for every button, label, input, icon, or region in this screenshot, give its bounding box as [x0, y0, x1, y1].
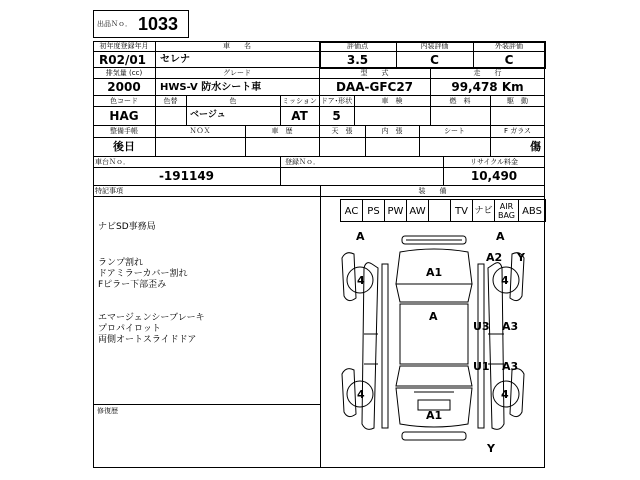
damage-mark-right-mirror: Y	[517, 251, 525, 264]
rear-window-outline	[396, 366, 472, 386]
front-glass-label: F ガラス	[503, 127, 532, 135]
model-code-label: 型 式	[360, 69, 389, 77]
nox-label: ＮＯＸ	[189, 127, 211, 135]
notes-list	[98, 222, 318, 346]
damage-mark-right-front-door-scratch: A3	[502, 320, 519, 333]
car-name-label: 車 名	[223, 42, 251, 50]
recycle-fee-value: 10,490	[470, 169, 518, 183]
note-line	[98, 291, 318, 313]
damage-mark-right-rear-door-dent: U1	[473, 360, 490, 373]
note-line: エマージェンシーブレーキ	[98, 313, 205, 323]
equipment-ps: PS	[363, 200, 385, 221]
fuel-label: 燃 料	[449, 97, 471, 105]
equipment-pw: PW	[385, 200, 407, 221]
score-label: 評価点	[347, 42, 368, 50]
registration-label: 登録Ｎｏ．	[285, 158, 320, 166]
inspection-label: 車 検	[381, 97, 403, 105]
color-change-label: 色替	[163, 97, 178, 105]
damage-mark-front-right-fender: A2	[486, 251, 503, 264]
exterior-grade-label: 外装評価	[495, 42, 523, 50]
doors-label: ドア･形状	[320, 97, 353, 105]
grade-label: グレード	[223, 69, 251, 77]
interior-grade-value: C	[430, 53, 439, 67]
tire-rear-right: 4	[501, 388, 509, 401]
notes-title: 特記事項	[95, 187, 123, 195]
transmission-label: ミッション	[282, 97, 317, 105]
damage-mark-front-right-corner: A	[496, 230, 505, 243]
displacement-label: 排気量 (cc)	[105, 69, 143, 77]
note-line: ドアミラーカバー割れ	[98, 269, 188, 279]
model-code-value: DAA-GFC27	[335, 80, 414, 94]
tire-rear-left: 4	[357, 388, 365, 401]
drive-label: 駆 動	[507, 97, 528, 105]
roof-lining-label: 天 張	[331, 127, 353, 135]
mileage-label: 走 行	[473, 69, 502, 77]
displacement-value: 2000	[107, 80, 141, 94]
listing-number: 1033	[138, 14, 179, 34]
equipment-airbag: AIR BAG	[495, 200, 519, 221]
damage-mark-tailgate: A1	[426, 409, 443, 422]
equipment-aw: AW	[407, 200, 429, 221]
note-line: ナビSD事務局	[98, 222, 156, 232]
chassis-value: -191149	[158, 169, 215, 183]
note-line: 両側オートスライドドア	[98, 335, 197, 345]
listing-number-box	[93, 10, 189, 38]
vehicle-history-label: 車 歴	[271, 127, 293, 135]
note-line: プロパイロット	[98, 324, 161, 334]
damage-mark-roof: A	[429, 310, 438, 323]
note-line	[98, 234, 318, 258]
car-name-value: セレナ	[160, 54, 190, 65]
equipment-ac: AC	[341, 200, 363, 221]
year-value: R02/01	[99, 53, 147, 67]
tire-front-left: 4	[357, 274, 365, 287]
damage-mark-right-front-door-dent: U3	[473, 320, 490, 333]
doors-value: 5	[332, 109, 341, 123]
equipment-abs: ABS	[522, 206, 542, 217]
grade-value: HWS-V 防水シート車	[160, 82, 262, 93]
equipment-navi: ナビ	[473, 200, 495, 221]
year-label: 初年度登録年月	[99, 42, 149, 50]
equipment-title: 装 備	[418, 187, 447, 195]
service-book-label: 整備手帳	[110, 127, 138, 135]
equipment-tv: TV	[451, 200, 473, 221]
front-glass-value: 傷	[530, 140, 541, 153]
tire-front-right: 4	[501, 274, 509, 287]
windshield-outline	[396, 284, 472, 302]
recycle-fee-label: リサイクル料金	[469, 158, 519, 166]
damage-mark-right-rear-door-scratch: A3	[502, 360, 519, 373]
damage-mark-rear-bumper: Y	[487, 442, 495, 455]
listing-number-label: 出品Ｎｏ．	[97, 20, 132, 28]
mileage-value: 99,478 Km	[451, 80, 524, 94]
color-code-label: 色コード	[110, 97, 138, 105]
color-code-value: HAG	[109, 109, 139, 123]
chassis-label: 車台Ｎｏ．	[95, 158, 130, 166]
score-value: 3.5	[346, 53, 369, 67]
damage-mark-front-left-corner: A	[356, 230, 365, 243]
color-value: ベージュ	[190, 110, 226, 120]
car-diagram	[322, 224, 544, 467]
note-line: ランプ割れ	[98, 258, 144, 268]
transmission-value: AT	[291, 109, 308, 123]
damage-mark-hood: A1	[426, 266, 443, 279]
repair-history-label: 修復歴	[97, 407, 118, 415]
interior-grade-label: 内装評価	[420, 42, 449, 50]
equipment-blank	[429, 200, 451, 221]
service-book-value: 後日	[113, 140, 135, 153]
equipment-row	[340, 199, 546, 222]
exterior-grade-value: C	[504, 53, 514, 67]
note-line: Fピラー下部歪み	[98, 280, 167, 290]
color-label: 色	[229, 97, 237, 105]
seat-label: シート	[444, 127, 465, 135]
rear-bumper-outline	[402, 432, 466, 440]
interior-trim-label: 内 張	[381, 127, 403, 135]
